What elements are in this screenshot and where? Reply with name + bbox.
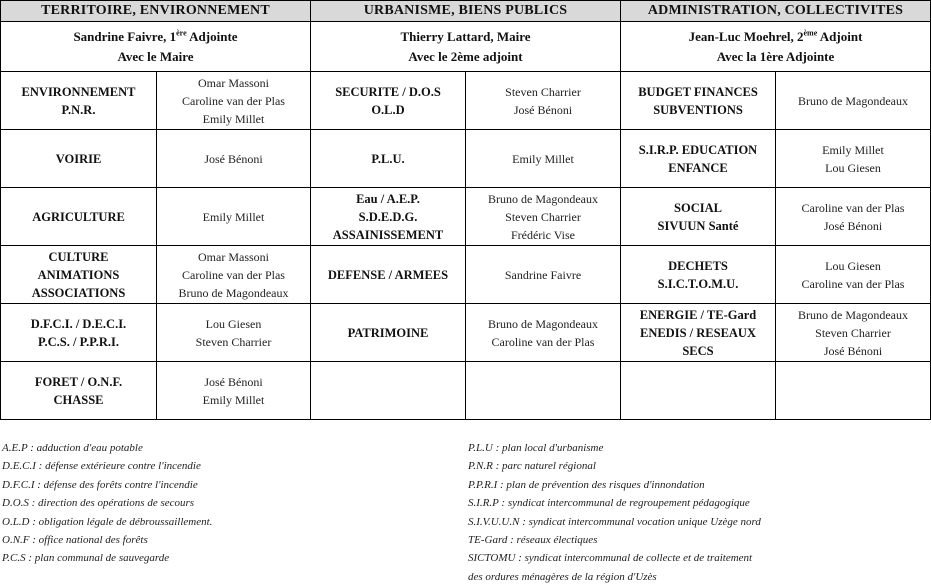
- commission-theme: [311, 304, 466, 362]
- lead-name: Jean-Luc Moehrel, 2ème Adjoint: [688, 28, 863, 44]
- commission-members: [466, 362, 621, 420]
- header-administration: ADMINISTRATION, COLLECTIVITES: [621, 1, 931, 22]
- member-name: Steven Charrier: [505, 209, 581, 224]
- member-name: José Bénoni: [823, 218, 883, 233]
- theme-line: FORET / O.N.F.: [34, 374, 123, 389]
- member-name: Bruno de Magondeaux: [488, 191, 598, 206]
- theme-line: D.F.C.I. / D.E.C.I.: [30, 316, 127, 331]
- commission-row: [1, 246, 931, 304]
- commission-members: [157, 246, 311, 304]
- commission-members: [466, 188, 621, 246]
- member-name: José Bénoni: [204, 151, 263, 166]
- member-name: Emily Millet: [822, 142, 884, 157]
- commission-members: [776, 246, 931, 304]
- theme-line: SOCIAL: [674, 200, 722, 215]
- member-name: Bruno de Magondeaux: [798, 307, 908, 322]
- commission-row: [1, 130, 931, 188]
- member-name: Lou Giesen: [825, 258, 881, 273]
- member-name: Steven Charrier: [505, 84, 581, 99]
- member-name: Omar Massoni: [198, 249, 269, 264]
- member-name: Frédéric Vise: [510, 227, 576, 242]
- commission-theme: [1, 304, 157, 362]
- commission-theme: [311, 246, 466, 304]
- commission-theme: [311, 362, 466, 420]
- commission-members: [776, 188, 931, 246]
- commission-theme: [621, 362, 776, 420]
- commission-members: [157, 72, 311, 130]
- member-name: Bruno de Magondeaux: [798, 93, 908, 108]
- member-name: Caroline van der Plas: [801, 276, 905, 291]
- commission-members: [776, 130, 931, 188]
- theme-line: S.I.C.T.O.M.U.: [657, 276, 739, 291]
- member-name: Bruno de Magondeaux: [488, 316, 598, 331]
- member-name: Emily Millet: [202, 392, 265, 407]
- legend-entry: S.I.V.U.U.N : syndicat intercommunal vocation unique Uzège nord: [468, 515, 761, 528]
- member-name: Emily Millet: [202, 111, 265, 126]
- commission-theme: [311, 130, 466, 188]
- theme-line: DECHETS: [668, 258, 728, 273]
- member-name: Caroline van der Plas: [182, 267, 285, 282]
- commission-members: [466, 246, 621, 304]
- theme-line: O.L.D: [371, 102, 405, 117]
- theme-line: SIVUUN Santé: [657, 218, 739, 233]
- theme-line: P.C.S. / P.P.R.I.: [38, 334, 119, 349]
- legend-entry: D.F.C.I : défense des forêts contre l'incendie: [2, 478, 198, 491]
- commission-members: [466, 72, 621, 130]
- commission-theme: [1, 72, 157, 130]
- theme-line: ASSOCIATIONS: [31, 285, 126, 300]
- theme-line: PATRIMOINE: [347, 325, 429, 340]
- legend-left: [2, 439, 212, 568]
- lead-cell-territoire: [1, 22, 311, 72]
- member-name: Steven Charrier: [815, 325, 891, 340]
- commission-row: [1, 362, 931, 420]
- commission-theme: [1, 246, 157, 304]
- member-name: Caroline van der Plas: [801, 200, 905, 215]
- theme-line: S.I.R.P. EDUCATION: [638, 142, 758, 157]
- commission-members: [157, 130, 311, 188]
- theme-line: SECURITE / D.O.S: [335, 84, 441, 99]
- member-name: Caroline van der Plas: [182, 93, 285, 108]
- commission-theme: [621, 130, 776, 188]
- theme-line: ENERGIE / TE-Gard: [639, 307, 757, 322]
- member-name: Sandrine Faivre: [504, 267, 582, 282]
- member-name: Bruno de Magondeaux: [178, 285, 289, 300]
- commission-theme: [1, 188, 157, 246]
- theme-line: BUDGET FINANCES: [638, 84, 758, 99]
- member-name: Lou Giesen: [825, 160, 881, 175]
- commission-theme: [311, 188, 466, 246]
- theme-line: VOIRIE: [55, 151, 102, 166]
- member-name: Caroline van der Plas: [491, 334, 595, 349]
- theme-line: SUBVENTIONS: [653, 102, 743, 117]
- commission-theme: [1, 362, 157, 420]
- lead-with: Avec la 1ère Adjointe: [716, 48, 835, 64]
- lead-cell-urbanisme: [311, 22, 621, 72]
- commission-members: [776, 362, 931, 420]
- legend-entry: A.E.P : adduction d'eau potable: [2, 442, 143, 454]
- member-name: Omar Massoni: [198, 75, 269, 90]
- legend-entry: D.E.C.I : défense extérieure contre l'incendie: [2, 460, 201, 473]
- commission-row: [1, 188, 931, 246]
- member-name: Steven Charrier: [195, 334, 272, 349]
- theme-line: P.N.R.: [61, 102, 96, 117]
- legend-right: [468, 439, 761, 586]
- member-name: José Bénoni: [513, 102, 573, 117]
- commission-row: [1, 72, 931, 130]
- theme-line: ENEDIS / RESEAUX: [639, 325, 756, 340]
- legend-entry: D.O.S : direction des opérations de secours: [2, 497, 195, 510]
- theme-line: CHASSE: [53, 392, 104, 407]
- legend-entry: S.I.R.P : syndicat intercommunal de regroupement pédagogique: [468, 497, 750, 510]
- legend-entry: TE-Gard : réseaux électiques: [468, 534, 598, 547]
- theme-line: CULTURE: [48, 249, 109, 264]
- lead-cell-administration: [621, 22, 931, 72]
- commission-theme: [621, 304, 776, 362]
- theme-line: ASSAINISSEMENT: [332, 227, 444, 242]
- theme-line: S.D.E.D.G.: [358, 209, 418, 224]
- legend-entry: SICTOMU : syndicat intercommunal de collecte et de traitement: [468, 552, 753, 565]
- commission-theme: [621, 188, 776, 246]
- commission-row: [1, 304, 931, 362]
- theme-line: DEFENSE / ARMEES: [327, 267, 449, 282]
- commission-members: [466, 304, 621, 362]
- theme-line: Eau / A.E.P.: [356, 191, 420, 206]
- lead-with: Avec le Maire: [117, 48, 194, 64]
- commission-members: [157, 188, 311, 246]
- header-urbanisme: URBANISME, BIENS PUBLICS: [311, 1, 621, 22]
- member-name: Emily Millet: [512, 151, 574, 166]
- legend-entry: O.L.D : obligation légale de débroussaillement.: [2, 515, 213, 528]
- theme-line: ANIMATIONS: [37, 267, 120, 282]
- theme-line: ENVIRONNEMENT: [21, 84, 136, 99]
- lead-name: Thierry Lattard, Maire: [400, 28, 531, 44]
- legend-entry: P.L.U : plan local d'urbanisme: [468, 442, 604, 454]
- member-name: Lou Giesen: [205, 316, 262, 331]
- commission-theme: [621, 246, 776, 304]
- commission-members: [157, 304, 311, 362]
- commission-members: [776, 304, 931, 362]
- commission-members: [776, 72, 931, 130]
- legend-entry: P.C.S : plan communal de sauvegarde: [2, 552, 170, 565]
- legend-entry: des ordures ménagères de la région d'Uzès: [468, 570, 657, 583]
- member-name: José Bénoni: [823, 343, 883, 358]
- member-name: José Bénoni: [204, 374, 263, 389]
- theme-line: SECS: [682, 343, 714, 358]
- commission-members: [157, 362, 311, 420]
- theme-line: P.L.U.: [371, 151, 405, 166]
- lead-name: Sandrine Faivre, 1ère Adjointe: [73, 28, 238, 44]
- legend-entry: P.P.R.I : plan de prévention des risques d'innondation: [468, 478, 705, 491]
- commission-theme: [311, 72, 466, 130]
- legend-entry: O.N.F : office national des forêts: [2, 534, 148, 547]
- commission-theme: [1, 130, 157, 188]
- commission-theme: [621, 72, 776, 130]
- member-name: Emily Millet: [202, 209, 265, 224]
- theme-line: AGRICULTURE: [32, 209, 125, 224]
- lead-with: Avec le 2ème adjoint: [408, 48, 523, 64]
- theme-line: ENFANCE: [668, 160, 728, 175]
- header-territoire: TERRITOIRE, ENVIRONNEMENT: [1, 1, 311, 22]
- legend-entry: P.N.R : parc naturel régional: [468, 460, 596, 473]
- commission-members: [466, 130, 621, 188]
